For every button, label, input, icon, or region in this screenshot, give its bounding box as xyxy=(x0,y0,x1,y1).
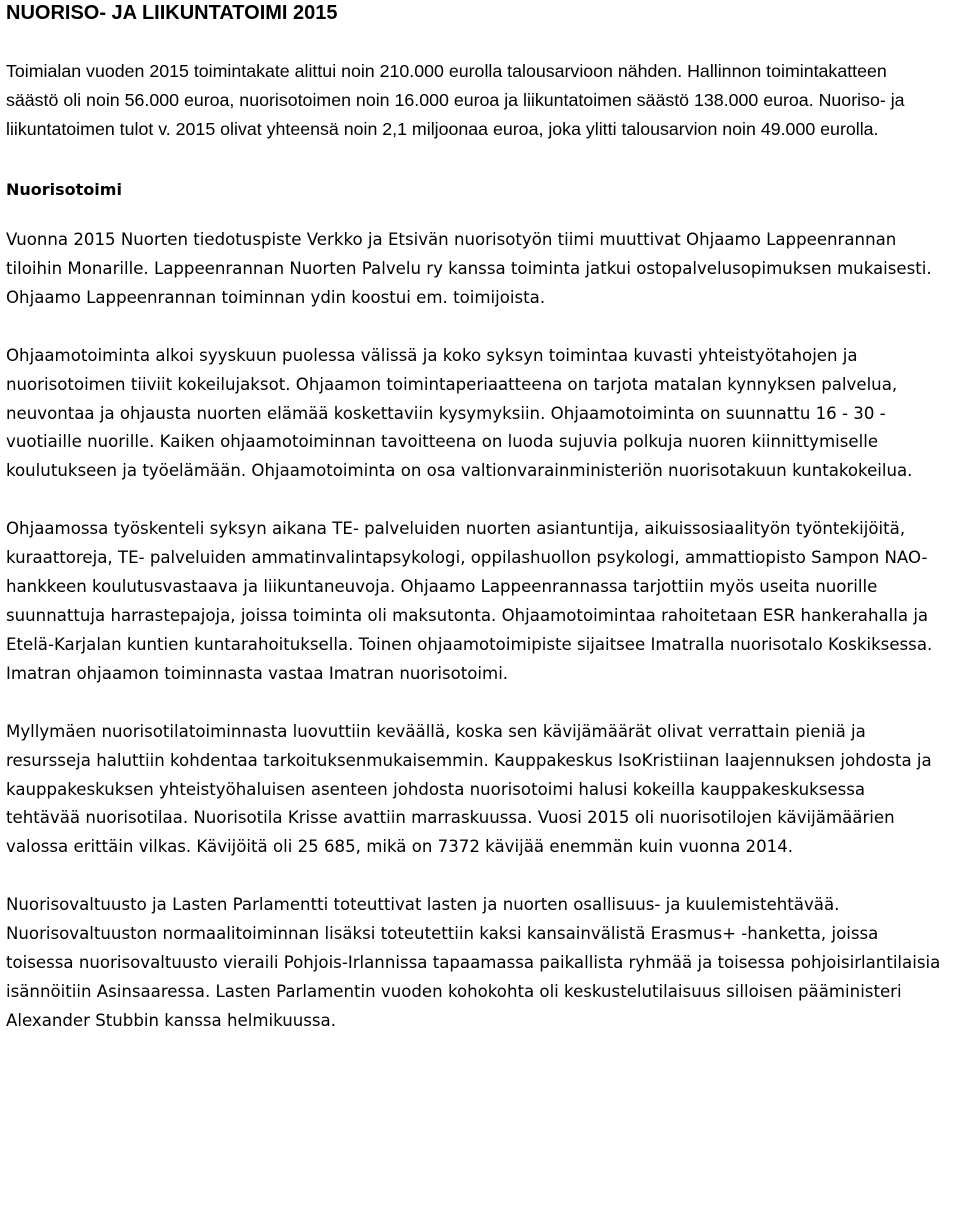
paragraph-verkko-ohjaamo: Vuonna 2015 Nuorten tiedotuspiste Verkko ja Etsivän nuorisotyön tiimi muuttivat Ohjaamo Lappeenrannan tiloihin Monarille. Lappeenrannan Nuorten Palvelu ry kanssa toiminta jatkui ostopalvelusopimuksen mukaisesti. Ohjaamo Lappeenrannan toiminnan ydin koostui em. toimijoista. xyxy=(6,230,932,307)
paragraph-youth-council: Nuorisovaltuusto ja Lasten Parlamentti toteuttivat lasten ja nuorten osallisuus- ja kuulemistehtävää. Nuorisovaltuuston normaalitoiminnan lisäksi toteutettiin kaksi kansainvälistä Erasmus+ -hanketta, joissa toisessa nuorisovaltuusto vieraili Pohjois-Irlannissa tapaamassa paikallista ryhmää ja toisessa pohjoisirlantilaisia isännöitiin Asinsaaressa. Lasten Parlamentin vuoden kohokohta oli keskustelutilaisuus silloisen pääministeri Alexander Stubbin kanssa helmikuussa. xyxy=(6,895,941,1030)
paragraph-ohjaamo-staff: Ohjaamossa työskenteli syksyn aikana TE- palveluiden nuorten asiantuntija, aikuissosiaalityön työntekijöitä, kuraattoreja, TE- palveluiden ammatinvalintapsykologi, oppilashuollon psykologi, ammattiopisto Sampon NAO-hankkeen koulutusvastaava ja liikuntaneuvoja. Ohjaamo Lappeenrannassa tarjottiin myös useita nuorille suunnattuja harrastepajoja, joissa toiminta oli maksutonta. Ohjaamotoimintaa rahoitetaan ESR hankerahalla ja Etelä-Karjalan kuntien kuntarahoituksella. Toinen ohjaamotoimipiste sijaitsee Imatralla nuorisotalo Koskiksessa. Imatran ohjaamon toiminnasta vastaa Imatran nuorisotoimi. xyxy=(6,519,933,683)
section-heading-nuorisotoimi: Nuorisotoimi xyxy=(6,180,122,199)
document-title: NUORISO- JA LIIKUNTATOIMI 2015 xyxy=(6,2,338,24)
paragraph-ohjaamotoiminta: Ohjaamotoiminta alkoi syyskuun puolessa välissä ja koko syksyn toimintaa kuvasti yhteistyötahojen ja nuorisotoimen tiiviit kokeilujaksot. Ohjaamon toimintaperiaatteena on tarjota matalan kynnyksen palvelua, neuvontaa ja ohjausta nuorten elämää koskettaviin kysymyksiin. Ohjaamotoiminta on suunnattu 16 - 30 -vuotiaille nuorille. Kaiken ohjaamotoiminnan tavoitteena on luoda sujuvia polkuja nuoren kiinnittymiselle koulutukseen ja työelämään. Ohjaamotoiminta on osa valtionvarainministeriön nuorisotakuun kuntakokeilua. xyxy=(6,345,913,481)
paragraph-youth-spaces: Myllymäen nuorisotilatoiminnasta luovuttiin keväällä, koska sen kävijämäärät olivat verrattain pieniä ja resursseja haluttiin kohdentaa tarkoituksenmukaisemmin. Kauppakeskus IsoKristiinan laajennuksen johdosta ja kauppakeskuksen yhteistyöhaluisen asenteen johdosta nuorisotoimi halusi kokeilla kauppakeskuksessa tehtävää nuorisotilaa. Nuorisotila Krisse avattiin marraskuussa. Vuosi 2015 oli nuorisotilojen kävijämäärien valossa erittäin vilkas. Kävijöitä oli 25 685, mikä on 7372 kävijää enemmän kuin vuonna 2014. xyxy=(6,721,932,857)
intro-paragraph: Toimialan vuoden 2015 toimintakate alittui noin 210.000 eurolla talousarvioon nähden. Hallinnon toimintakatteen säästö oli noin 56.000 euroa, nuorisotoimen noin 16.000 euroa ja liikuntatoimen säästö 138.000 euroa. Nuoriso- ja liikuntatoimen tulot v. 2015 olivat yhteensä noin 2,1 miljoonaa euroa, joka ylitti talousarvion noin 49.000 eurolla. xyxy=(6,61,905,139)
